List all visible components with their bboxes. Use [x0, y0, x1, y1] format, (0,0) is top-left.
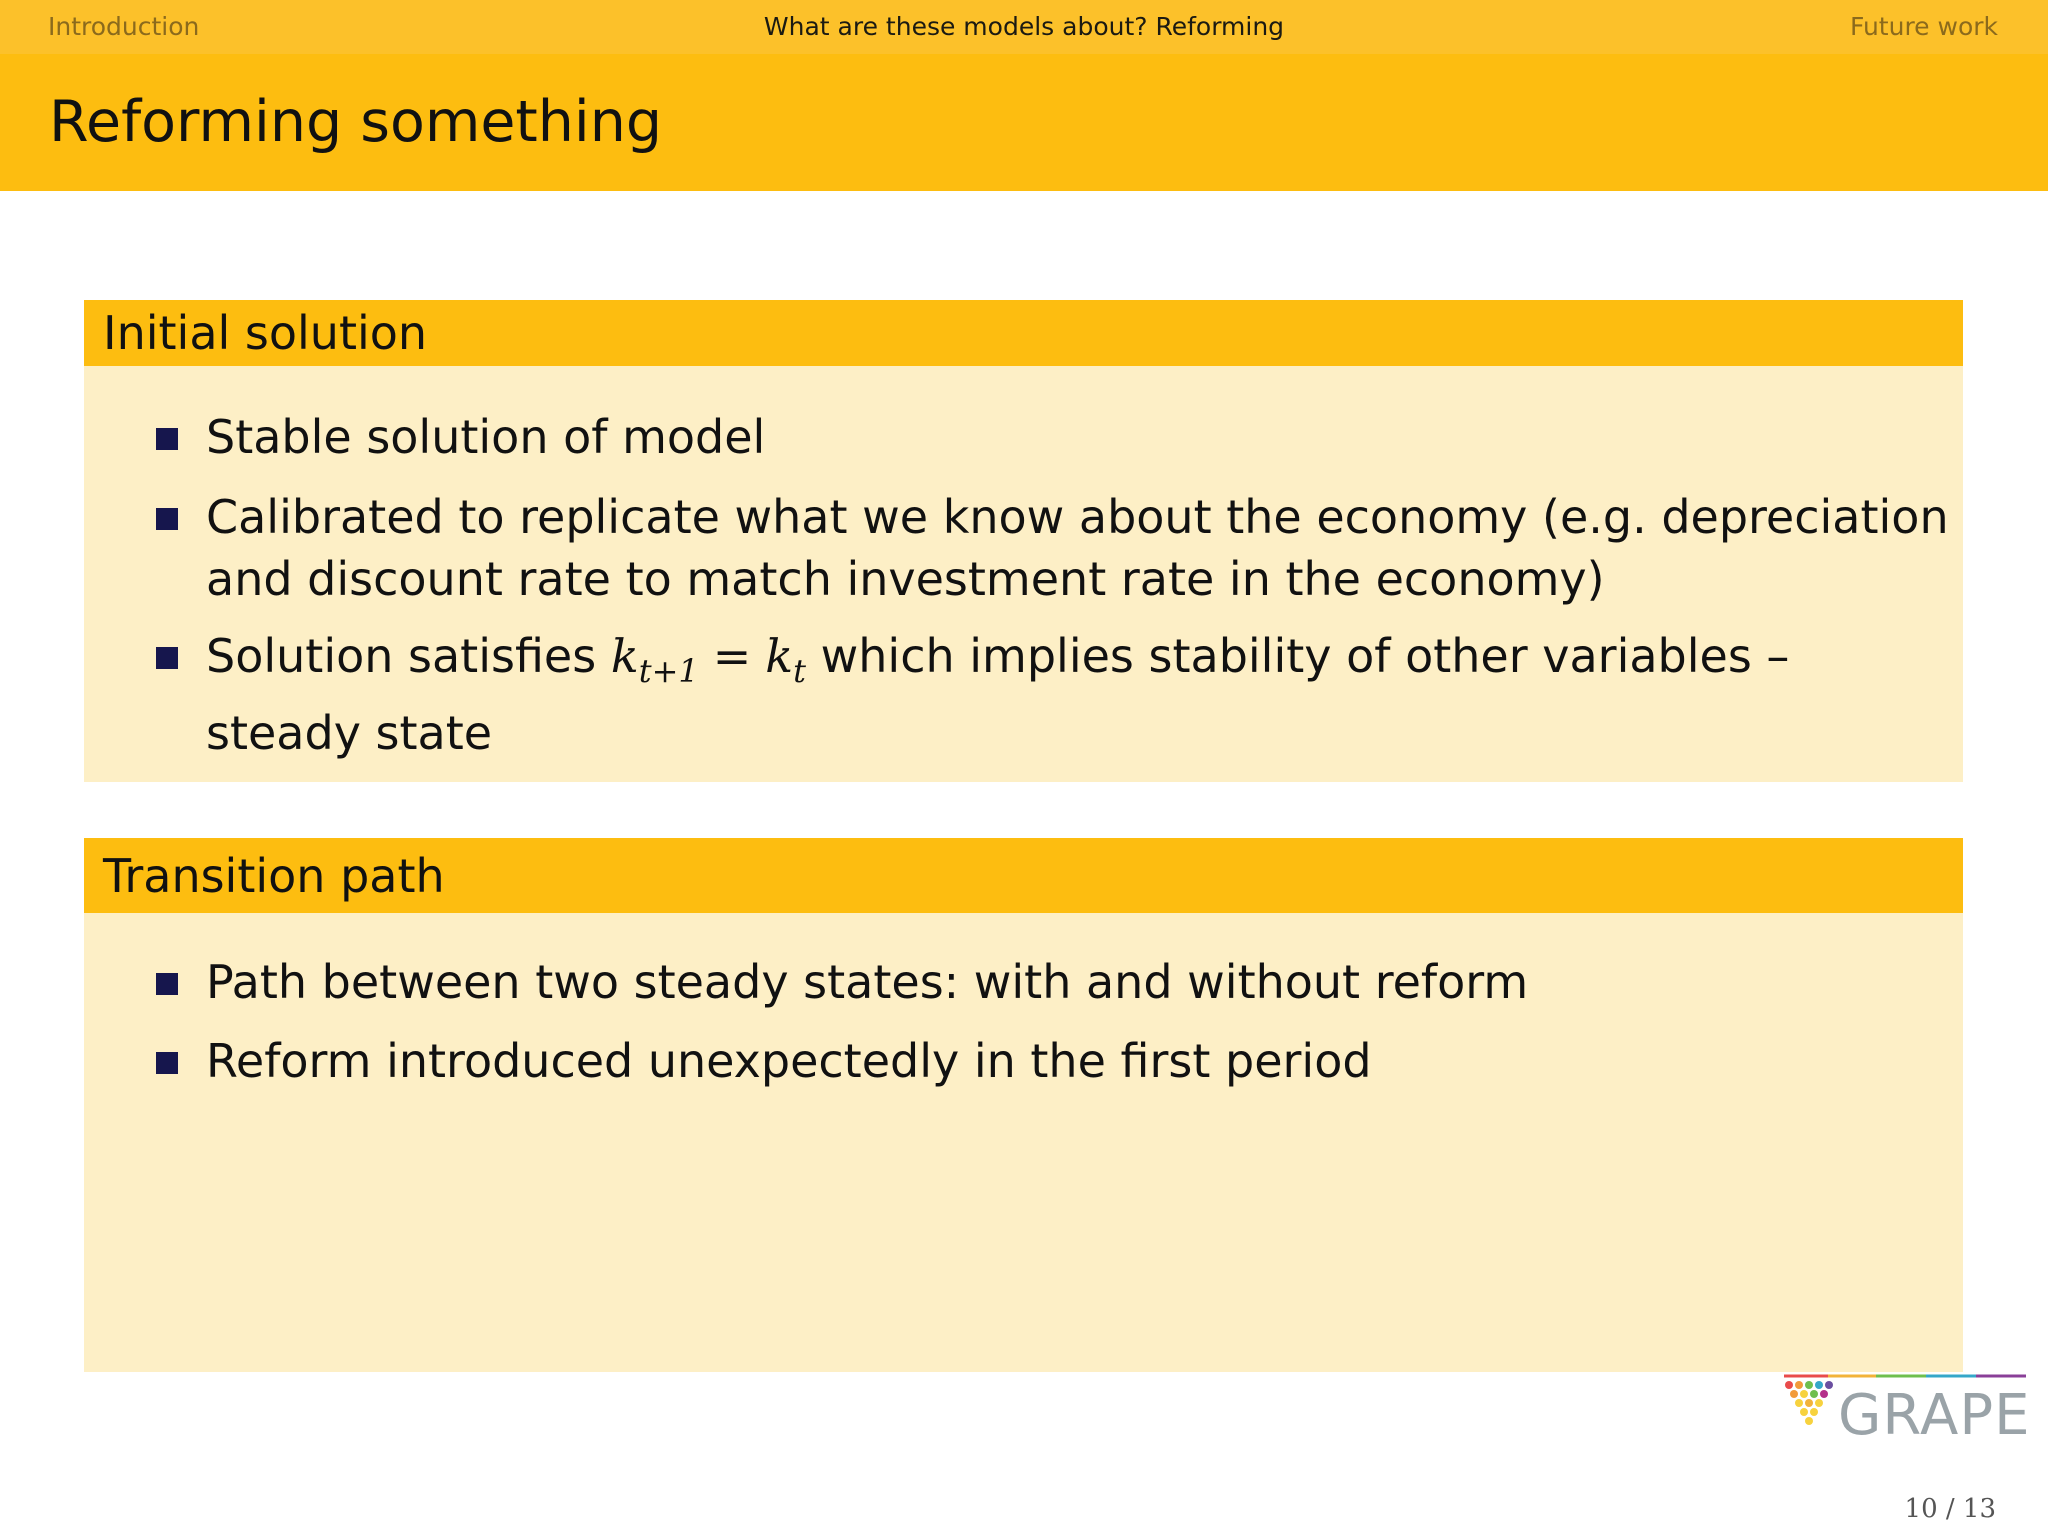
- bullet-marker: [156, 1052, 178, 1074]
- math-equals: =: [712, 629, 752, 683]
- nav-section-future-work[interactable]: Future work: [1849, 12, 1998, 41]
- block-title: Initial solution: [103, 306, 428, 360]
- bullet-text-after: which implies stability of other variables – steady state: [206, 629, 1790, 760]
- block-initial-solution: [84, 300, 1963, 782]
- block-header: [84, 300, 1963, 366]
- bullet-marker: [156, 647, 178, 669]
- list-item: [206, 486, 1951, 610]
- math-expression: [610, 629, 807, 690]
- nav-strip: [0, 0, 2048, 54]
- math-lhs-subscript: t+1: [638, 652, 699, 690]
- bullet-text-before: Solution satisfies: [206, 629, 611, 683]
- bullet-text: Path between two steady states: with and without reform: [206, 955, 1529, 1009]
- bullet-text: Stable solution of model: [206, 410, 766, 464]
- bullet-marker: [156, 508, 178, 530]
- block-header: [84, 838, 1963, 913]
- bullet-marker: [156, 973, 178, 995]
- list-item: [206, 1030, 1951, 1092]
- block-transition-path: [84, 838, 1963, 1372]
- bullet-marker: [156, 428, 178, 450]
- nav-current-section[interactable]: What are these models about? Reforming: [763, 12, 1285, 41]
- bullet-text: Reform introduced unexpectedly in the first period: [206, 1034, 1372, 1088]
- grape-cluster-icon: [1785, 1381, 1833, 1425]
- list-item: [206, 951, 1951, 1013]
- math-rhs: k: [765, 629, 794, 683]
- logo-text: GRAPE: [1838, 1383, 2031, 1448]
- math-rhs-subscript: t: [793, 652, 807, 690]
- bullet-text: Calibrated to replicate what we know about the economy (e.g. depreciation and discount rate to match investment rate in the economy): [206, 490, 1949, 606]
- math-lhs: k: [610, 629, 639, 683]
- page-number: 10 / 13: [1904, 1494, 1996, 1524]
- list-item: [206, 625, 1951, 764]
- nav-section-introduction[interactable]: Introduction: [48, 12, 200, 41]
- list-item: [206, 406, 1951, 468]
- frame-title: Reforming something: [49, 89, 663, 155]
- frame-title-bar: [0, 54, 2048, 191]
- block-title: Transition path: [103, 848, 445, 903]
